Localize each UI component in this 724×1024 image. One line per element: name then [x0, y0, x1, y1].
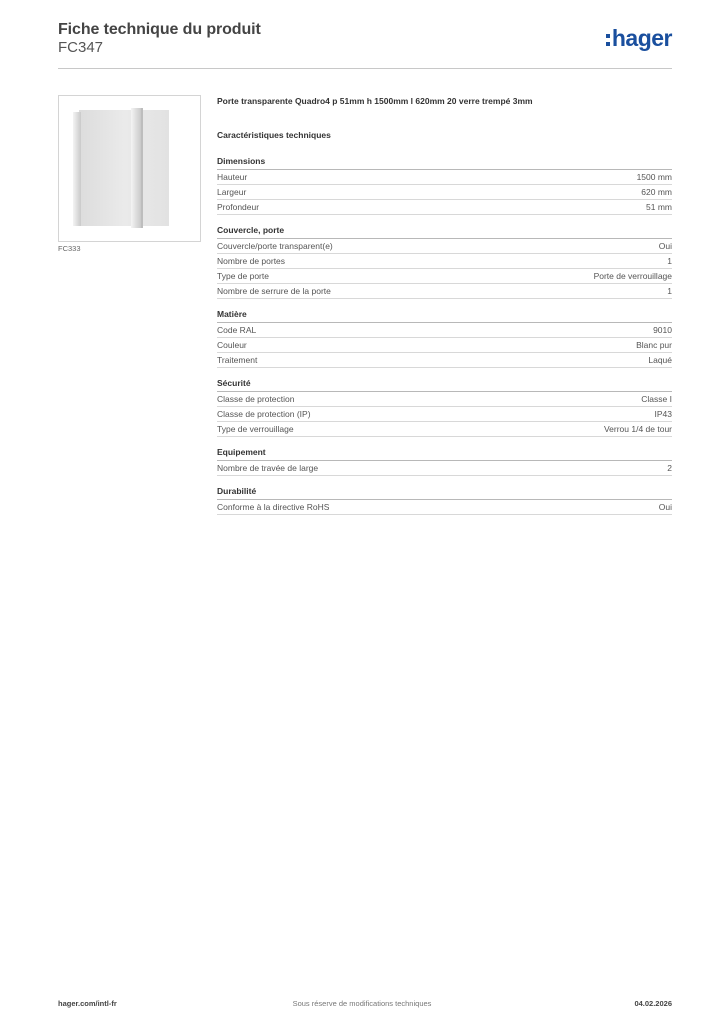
spec-section [217, 309, 672, 368]
spec-row [217, 338, 672, 353]
section-title: Couvercle, porte [217, 225, 672, 239]
spec-row [217, 284, 672, 299]
spec-section [217, 486, 672, 515]
spec-row [217, 200, 672, 215]
spec-section [217, 447, 672, 476]
footer-date: 04.02.2026 [634, 999, 672, 1008]
spec-label: Hauteur [217, 171, 248, 182]
spec-row [217, 392, 672, 407]
page-title: Fiche technique du produit [58, 21, 261, 38]
spec-row [217, 323, 672, 338]
spec-content [217, 96, 672, 525]
spec-row [217, 269, 672, 284]
section-title: Durabilité [217, 486, 672, 500]
section-title: Sécurité [217, 378, 672, 392]
spec-section [217, 156, 672, 215]
spec-label: Largeur [217, 186, 247, 197]
spec-label: Nombre de travée de large [217, 462, 319, 473]
spec-value: 1500 mm [636, 171, 672, 182]
spec-label: Classe de protection [217, 393, 295, 404]
spec-sections [217, 156, 672, 515]
spec-row [217, 422, 672, 437]
spec-value: 9010 [653, 324, 672, 335]
spec-label: Classe de protection (IP) [217, 408, 311, 419]
image-caption: FC333 [58, 244, 81, 253]
spec-row [217, 500, 672, 515]
section-title: Dimensions [217, 156, 672, 170]
spec-row [217, 170, 672, 185]
spec-value: Porte de verrouillage [593, 270, 672, 281]
section-title: Equipement [217, 447, 672, 461]
spec-label: Profondeur [217, 201, 260, 212]
hager-logo [606, 27, 672, 50]
header-divider [58, 68, 672, 69]
spec-label: Couvercle/porte transparent(e) [217, 240, 333, 251]
spec-label: Conforme à la directive RoHS [217, 501, 330, 512]
logo-colon-icon [606, 34, 610, 46]
specs-heading: Caractéristiques techniques [217, 130, 331, 140]
product-description: Porte transparente Quadro4 p 51mm h 1500mm l 620mm 20 verre trempé 3mm [217, 96, 533, 106]
spec-value: 620 mm [641, 186, 672, 197]
spec-value: 1 [667, 285, 672, 296]
spec-row [217, 185, 672, 200]
door-panel-icon [69, 106, 187, 230]
spec-label: Code RAL [217, 324, 257, 335]
spec-row [217, 239, 672, 254]
spec-value: 1 [667, 255, 672, 266]
footer-disclaimer: Sous réserve de modifications techniques [292, 999, 432, 1008]
spec-section [217, 378, 672, 437]
spec-section [217, 225, 672, 299]
spec-label: Type de porte [217, 270, 269, 281]
product-reference: FC347 [58, 39, 104, 56]
spec-value: IP43 [654, 408, 672, 419]
spec-row [217, 353, 672, 368]
spec-label: Type de verrouillage [217, 423, 294, 434]
spec-row [217, 407, 672, 422]
spec-value: Laqué [648, 354, 672, 365]
spec-label: Nombre de portes [217, 255, 286, 266]
spec-value: Blanc pur [636, 339, 672, 350]
spec-label: Couleur [217, 339, 247, 350]
spec-value: Verrou 1/4 de tour [603, 423, 672, 434]
spec-value: 51 mm [646, 201, 672, 212]
spec-row [217, 461, 672, 476]
spec-value: Oui [658, 240, 672, 251]
product-image [58, 95, 201, 242]
spec-label: Nombre de serrure de la porte [217, 285, 331, 296]
spec-value: Classe I [641, 393, 672, 404]
section-title: Matière [217, 309, 672, 323]
logo-text: hager [611, 25, 672, 51]
spec-row [217, 254, 672, 269]
spec-label: Traitement [217, 354, 258, 365]
spec-value: 2 [667, 462, 672, 473]
footer-website: hager.com/intl-fr [58, 999, 117, 1008]
spec-value: Oui [658, 501, 672, 512]
